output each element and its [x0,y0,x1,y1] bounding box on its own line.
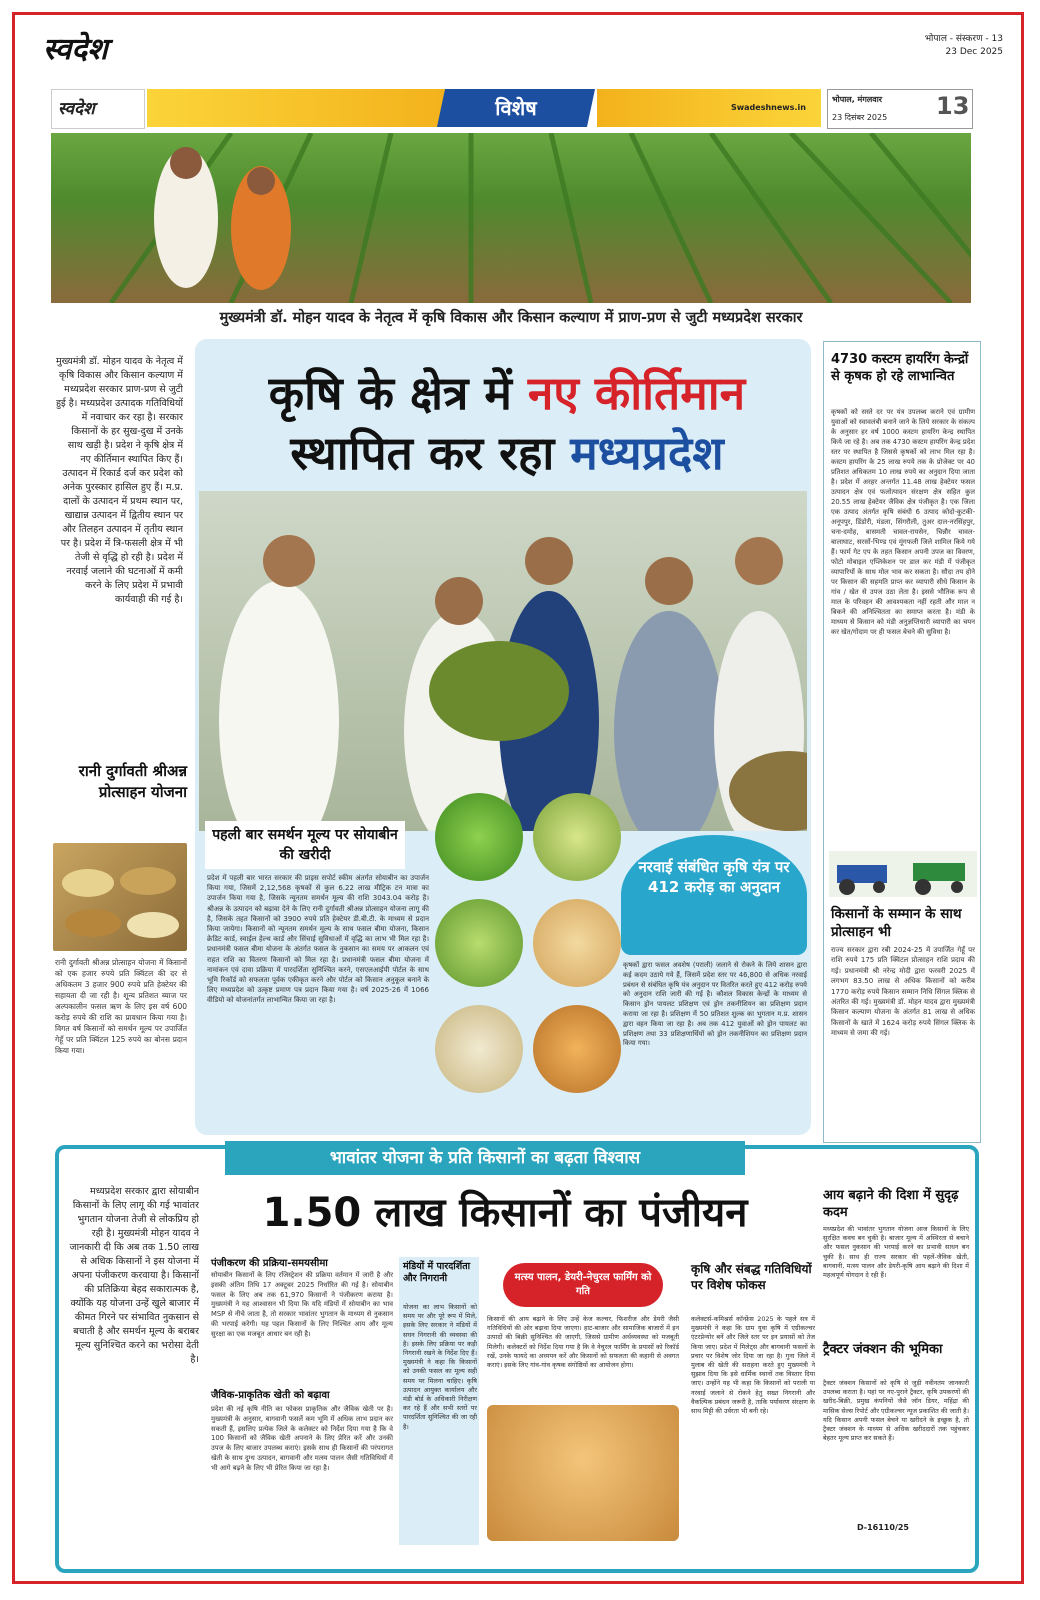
process-heading: पंजीकरण की प्रक्रिया-समयसीमा [211,1258,328,1269]
income-heading: आय बढ़ाने की दिशा में सुदृढ़ कदम [823,1188,959,1220]
headline-line2-a: स्थापित कर रहा [290,426,555,480]
page-number: 13 [936,92,970,120]
tractor-body: ट्रैक्टर जंक्शन किसानों को कृषि से जुड़ी नवीनतम जानकारी उपलब्ध कराता है। यहां पर नए-पुराने ट्रैक्टर, कृषि उपकरणों की खरीद-बिक्री, प्रमुख कंपनियों जैसे जॉन डियर, महिंद्रा की मासिक सेल्स रिपोर्ट और एग्रीकल्चर न्यूज प्रकाशित की जाती है। यदि किसान अपनी फसल बेचने या खरीदने के इच्छुक है, तो ट्रैक्टर जंक्शन के माध्यम से अधिक खरीददारों तक पहुंचकर बेहतर मूल्य प्राप्त कर सकते हैं। [823,1379,969,1443]
footer-code: D-16110/25 [857,1523,909,1532]
wheat-seedling-photo [435,793,523,881]
stubble-heading: नरवाई संबंधित कृषि यंत्र पर 412 करोड़ का अनुदान [638,858,790,896]
soybean-heading: पहली बार समर्थन मूल्य पर सोयाबीन की खरीदी [212,827,398,863]
headline-line1-b: नए कीर्तिमान [527,366,746,420]
strip-yellow-left [147,89,447,127]
hiring-body: कृषकों को सस्ते दर पर यंत्र उपलब्ध कराने एवं ग्रामीण युवाओं को स्वावलंबी बनाने जाने के लिये सरकार के संकल्प के अनुसार हर वर्ष 1000 कस्टम हायरिंग केन्द्र स्थापित किये जा रहे है। अब तक 4730 कस्टम हायरिंग केन्द्र प्रदेश स्तर पर स्थापित है जिससे कृषकों को लाभ मिल रहा है। कस्टम हायरिंग के 25 लाख रुपये तक के प्रोजेक्ट पर 40 प्रतिशत अधिकतम 10 लाख रुपये का अनुदान दिया जाता है। प्रदेश में अरहर अन्तर्गत 11.48 लाख हेक्टेयर फसल उत्पादन क्षेत्र एवं फलोत्पादन संरक्षण क्षेत्र सहित कुल 20.55 लाख हेक्टेयर जैविक क्षेत्र पंजीकृत है। एक जिला एक उत्पाद अंतर्गत कृषि संबंधी 6 उत्पाद कोदो-कुटकी-अनूपपुर, डिंडोरी, मंडला, सिंगरौली, तुअर दाल-नरसिंहपुर, चना-दमोह, बासमती चावल-रायसेन, चिन्नौर चावल-बालाघाट, सरसों-भिण्ड एवं मूंगफली जिले शामिल किये गये हैं। फार्म गेट एप के तहत किसान अपनी उपज का विवरण, फोटो मोबाइल एप्लिकेशन पर डाल कर मंडी में पंजीकृत व्यापारियों के साथ मोल भाव कर सकता है। सौदा तय होने पर किसान की सहमति प्राप्त कर व्यापारी सीधे किसान के गांव / खेत से उपज उठा लेता है। इससे भौतिक रूप से माल के परिवहन की आवश्यकता नहीं रहती और माल न बिकने की अनिश्चितता का समाप्त करता है। मंडी के माध्यम से किसान को मंडी अनुज्ञप्तिधारी व्यापारी का चयन कर खेत/गोदाम पर ही फसल बेचने की सुविधा है। [831,408,975,636]
cm-farm-photo [199,491,807,831]
mandi-heading: मंडियों में पारदर्शिता और निगरानी [403,1261,471,1284]
hiring-heading: 4730 कस्टम हायरिंग केन्द्रों से कृषक हो रहे लाभान्वित [831,352,969,384]
income-body: मध्यप्रदेश की भावांतर भुगतान योजना आज किसानों के लिए सुरक्षित कवच बन चुकी है। बाजार मूल्य में अस्थिरता से बचाने और फसल नुकसान की भरपाई करने का प्रभावी साधन बन चुकी है। साथ ही राज्य सरकार की पहलें-जैविक खेती, बागवानी, मत्स्य पालन और डेयरी-कृषि आय बढ़ाने की दिशा में महत्वपूर्ण योगदान दे रही हैं। [823,1225,969,1280]
roots-photo [435,1005,523,1093]
honor-heading: किसानों के सम्मान के साथ प्रोत्साहन भी [831,906,962,940]
soybean-body: प्रदेश में पहली बार भारत सरकार की प्राइस सपोर्ट स्कीम अंतर्गत सोयाबीन का उपार्जन किया गया, जिसमें 2,12,568 कृषकों से कुल 6.22 लाख मीट्रिक टन मात्रा का उपार्जन किया गया है, जिसके न्यूनतम समर्थन मूल्य की राशि 3043.04 करोड़ है। श्रीअन्न के उत्पादन को बढ़ावा देने के लिए रानी दुर्गावती श्रीअन्न प्रोत्साहन योजना लागू की है, जिसके तहत किसानों को 3900 रुपये प्रति हेक्टेयर डी.बी.टी. के माध्यम से प्रदान किया जायेगा। किसानों को न्यूनतम समर्थन मूल्य के साथ फसल बीमा योजना, किसान क्रेडिट कार्ड, स्वाईल हेल्थ कार्ड और सिंचाई सुविधाओं में वृद्धि का लाभ भी मिल रहा है। प्रधानमंत्री फसल बीमा योजना के अंतर्गत फसल के नुकसान का समय पर आकलन एवं राहत राशि का वितरण किसानों को मिल रहा है। प्रधानमंत्री फसल बीमा योजना में नामांकन एवं दावा प्रक्रिया में पारदर्शिता सुनिश्चित करने, एसएलआईपी पोर्टल के साथ भूमि रिकॉर्ड को सफलता पूर्वक एकीकृत करने और पोर्टल को किसान अनुकूल बनाने के लिए मध्यप्रदेश को उत्कृष्ट प्रमाण पत्र प्रदान किया गया है। वर्ष 2025-26 में 1066 वीडियो को योजनांतर्गत लाभान्वित किया जा रहा है। [207,874,429,1005]
masthead-logo: स्वदेश [43,32,108,67]
mandi-body: योजना का लाभ किसानों को समय पर और पूरे रूप में मिले, इसके लिए सरकार ने मंडियों में सघन निगरानी की व्यवस्था की है। इसके लिए प्रक्रिया पर कड़ी निगरानी रखने के निर्देश दिए हैं। मुख्यमंत्री ने कहा कि किसानों को उनकी फसल का मूल्य सही समय पर मिलना चाहिए। कृषि उत्पादन आयुक्त कार्यालय और मंडी बोर्ड के अधिकारी निरीक्षण कर रहे हैं और सभी स्तरों पर पारदर्शिता सुनिश्चित की जा रही है। [403,1303,477,1431]
cm-farm-illustration [199,491,807,831]
strip-place: भोपाल, मंगलवार [832,95,883,104]
field-rows-illustration [51,133,971,303]
soybean-grains-photo [487,1405,679,1541]
allied-heading: कृषि और संबद्ध गतिविधियों पर विशेष फोकस [691,1262,812,1292]
edition-info [925,33,1003,59]
stubble-body: कृषकों द्वारा फसल अवशेष (पराली) जलाने से रोकने के लिये शासन द्वारा कई कदम उठाये गये हैं, जिसमें प्रदेश स्तर पर 46,800 से अधिक नरवाई प्रबंधन से संबंधित कृषि यंत्र अनुदान पर वितरित करते हुए 412 करोड़ रुपये को अनुदान राशि जारी की गई है। कौशल विकास केन्द्रों के माध्यम से किसान ड्रोन पायलट प्रशिक्षण एवं ड्रोन तकनीशियन का प्रशिक्षण प्रदान कराया जा रहा है। प्रशिक्षण में 50 प्रतिशत शुल्क का भुगतान म.प्र. शासन द्वारा वहन किया जा रहा है। अब तक 412 युवाओं को ड्रोन पायलट का प्रशिक्षण तथा 33 प्रशिक्षणार्थियों को ड्रोन तकनीशियन का प्रशिक्षण प्रदान किया गया। [623,961,807,1048]
strip-date-box [827,89,973,129]
headline-line2-b: मध्यप्रदेश [570,426,724,480]
bhavantar-intro: मध्यप्रदेश सरकार द्वारा सोयाबीन किसानों के लिए लागू की गई भावांतर भुगतान योजना तेजी से लोकप्रिय हो रही है। मुख्यमंत्री मोहन यादव ने जानकारी दी कि अब तक 1.50 लाख से अधिक किसानों ने इस योजना में अपना पंजीकरण करवाया है। किसानों की प्रतिक्रिया बेहद सकारात्मक है, क्योंकि यह योजना उन्हें खुले बाजार में कीमत गिरने पर संभावित नुकसान से बचाती है और समर्थन मूल्य के बराबर मूल्य सुनिश्चित करने का भरोसा देती है। [69,1186,199,1365]
header-strip [51,89,971,127]
bhavantar-banner-text: भावांतर योजना के प्रति किसानों का बढ़ता विश्वास [329,1148,641,1168]
fish-heading: मत्स्य पालन, डेयरी-नेचुरल फार्मिंग को गति [514,1272,652,1297]
wheat-ear-photo [533,899,621,987]
left-scheme-body: रानी दुर्गावती श्रीअन्न प्रोत्साहन योजना में किसानों को एक हजार रुपये प्रति क्विंटल की दर से अधिकतम 3 हजार 900 रुपये प्रति हेक्टेयर की सहायता दी जा रही है। शून्य प्रतिशत ब्याज पर अल्पकालीन फसल ऋण के लिए इस वर्ष 600 करोड़ रुपये की राशि का प्रावधान किया गया है। विगत वर्ष किसानों को समर्थन मूल्य पर उपार्जित गेहूँ पर प्रति क्विंटल 125 रुपये का बोनस प्रदान किया गया। [55,958,187,1055]
left-intro-text: मुख्यमंत्री डॉ. मोहन यादव के नेतृत्व में कृषि विकास और किसान कल्याण में मध्यप्रदेश सरकार प्राण-प्रण से जुटी हुई है। मध्यप्रदेश उत्पादक गतिविधियों में नवाचार कर रहा है। सरकार किसानों के हर सुख-दुख में उनके साथ खड़ी है। प्रदेश ने कृषि क्षेत्र में नए कीर्तिमान स्थापित किए हैं। उत्पादन में रिकार्ड दर्ज कर प्रदेश को अनेक पुरस्कार हासिल हुए हैं। म.प्र. दालों के उत्पादन में प्रथम स्थान पर, खाद्यान्न उत्पादन में द्वितीय स्थान पर और तिलहन उत्पादन में तृतीय स्थान पर है। प्रदेश में त्रि-फसली क्षेत्र में भी तेजी से वृद्धि हो रही है। प्रदेश में नरवाई जलाने की घटनाओं में कमी करने के लिए प्रदेश में प्रभावी कार्यवाही की गई है। [55,356,183,605]
seed-grains-photo [533,1005,621,1093]
field-banner-photo [51,133,971,303]
banner-caption: मुख्यमंत्री डॉ. मोहन यादव के नेतृत्व में कृषि विकास और किसान कल्याण में प्राण-प्रण से जुटी मध्यप्रदेश सरकार [51,303,971,333]
fish-body: किसानों की आय बढ़ाने के लिए उन्हें केज कल्चर, फिशरीज और डेयरी जैसी गतिविधियों की ओर बढ़ावा दिया जाएगा। हाट-बाजार और सामाजिक बाजारों में इन उत्पादों की बिक्री सुनिश्चित की जाएगी, जिससे ग्रामीण अर्थव्यवस्था को मजबूती मिलेगी। कलेक्टरों को निर्देश दिया गया है कि वे नेचुरल फार्मिंग के प्रयासों को रिकॉर्ड रखें, उनके फायदे का अध्ययन करें और किसानों को सफलता की कहानी से अवगत कराएं। इसके लिए गांव-गांव कृषक संगोष्ठियों का आयोजन होगा। [487,1315,679,1370]
organic-body: प्रदेश की नई कृषि नीति का फोकस प्राकृतिक और जैविक खेती पर है। मुख्यमंत्री के अनुसार, बागवानी फसलें कम भूमि में अधिक लाभ प्रदान कर सकती हैं, इसलिए प्रत्येक जिले के कलेक्टर को निर्देश दिया गया है कि वे 100 किसानों को जैविक खेती अपनाने के लिए प्रेरित करें और उनकी उपज के लिए बाजार उपलब्ध कराएं। इसके साथ ही किसानों की परंपरागत खेती के साथ दुग्ध उत्पादन, बागवानी और मत्स्य पालन जैसी गतिविधियों में भी आगे बढ़ने के लिए भी प्रेरित किया जा रहा है। [211,1405,393,1472]
strip-logo: स्वदेश [58,99,95,119]
honor-body: राज्य सरकार द्वारा रबी 2024-25 में उपार्जित गेहूँ पर राशि रुपये 175 प्रति क्विंटल प्रोत्साहन राशि प्रदाय की गई। प्रधानमंत्री श्री नरेन्द्र मोदी द्वारा फरवरी 2025 में लगभग 83.50 लाख से अधिक किसानों को करीब 1770 करोड़ रुपये किसान सम्मान निधि सिंगल क्लिक से अंतरित की गई। मुख्यमंत्री डॉ. मोहन यादव द्वारा मुख्यमंत्री किसान कल्याण योजना के अंतर्गत 81 लाख से अधिक किसानों के खाते में 1624 करोड़ रुपये सिंगल क्लिक के माध्यम से जमा की गई। [831,946,975,1038]
section-label[interactable]: विशेष [495,96,537,120]
organic-heading: जैविक-प्राकृतिक खेती को बढ़ावा [211,1390,330,1401]
strip-logo-box [51,89,145,129]
main-headline [207,363,807,483]
bhavantar-headline: 1.50 लाख किसानों का पंजीयन [262,1190,748,1236]
green-stalk-photo [435,899,523,987]
fish-heading-badge [503,1263,663,1307]
grain-bowls-photo [53,843,187,951]
bhavantar-banner [225,1141,745,1175]
edition-date: 23 Dec 2025 [945,47,1003,57]
stubble-heading-badge [621,835,807,955]
soybean-heading-box [205,821,405,869]
website-link[interactable]: Swadeshnews.in [731,103,806,112]
headline-line1-a: कृषि के क्षेत्र में [268,366,512,420]
newspaper-page [12,12,1024,1584]
edition-text: भोपाल - संस्करण - 13 [924,34,1003,44]
grain-bowls-illustration [53,843,187,951]
allied-body: कलेक्टर्स-कमिश्नर्स कॉन्फ्रेंस 2025 के पहले सत्र में मुख्यमंत्री ने कहा कि ग्राम युवा कृषि में एग्रीकल्चर एंटरप्रेन्योर बनें और जिले स्तर पर इन प्रयासों को तेज किया जाए। प्रदेश में मिलेट्स और बागवानी फसलों के प्रचार पर विशेष जोर दिया जा रहा है। गुना जिले में मुलाब की खेती की सराहना करते हुए मुख्यमंत्री ने सुझाव दिया कि इसे धार्मिक स्थानों तक विस्तार दिया जाए। उन्होंने यह भी कहा कि किसानों को पराली या नरवाई जलाने से रोकने हेतु सख्त निगरानी और वैकल्पिक प्रबंधन जरूरी है, ताकि पर्यावरण संरक्षण के साथ मिट्टी की उर्वरता भी बनी रहे। [691,1315,815,1416]
left-scheme-heading: रानी दुर्गावती श्रीअन्न प्रोत्साहन योजना [78,762,187,801]
tractor-heading: ट्रैक्टर जंक्शन की भूमिका [823,1342,943,1357]
tractor-illustration [829,851,977,897]
process-body: सोयाबीन किसानों के लिए रजिस्ट्रेशन की प्रक्रिया वर्तमान में जारी है और इसकी अंतिम तिथि 17 अक्टूबर 2025 निर्धारित की गई है। सोयाबीन फसल के लिए अब तक 61,970 किसानों ने पंजीकरण कराया है। मुख्यमंत्री ने यह आश्वासन भी दिया कि यदि मंडियों में सोयाबीन का भाव MSP से नीचे जाता है, तो सरकार भावांतर भुगतान के माध्यम से नुकसान की भरपाई करेगी। यह पहल किसानों के लिए निश्चित आय और मूल्य सुरक्षा का एक मजबूत आधार बन रही है। [211,1271,393,1338]
tractor-photo [829,851,977,897]
corn-photo [533,793,621,881]
strip-date: 23 दिसंबर 2025 [832,113,888,122]
